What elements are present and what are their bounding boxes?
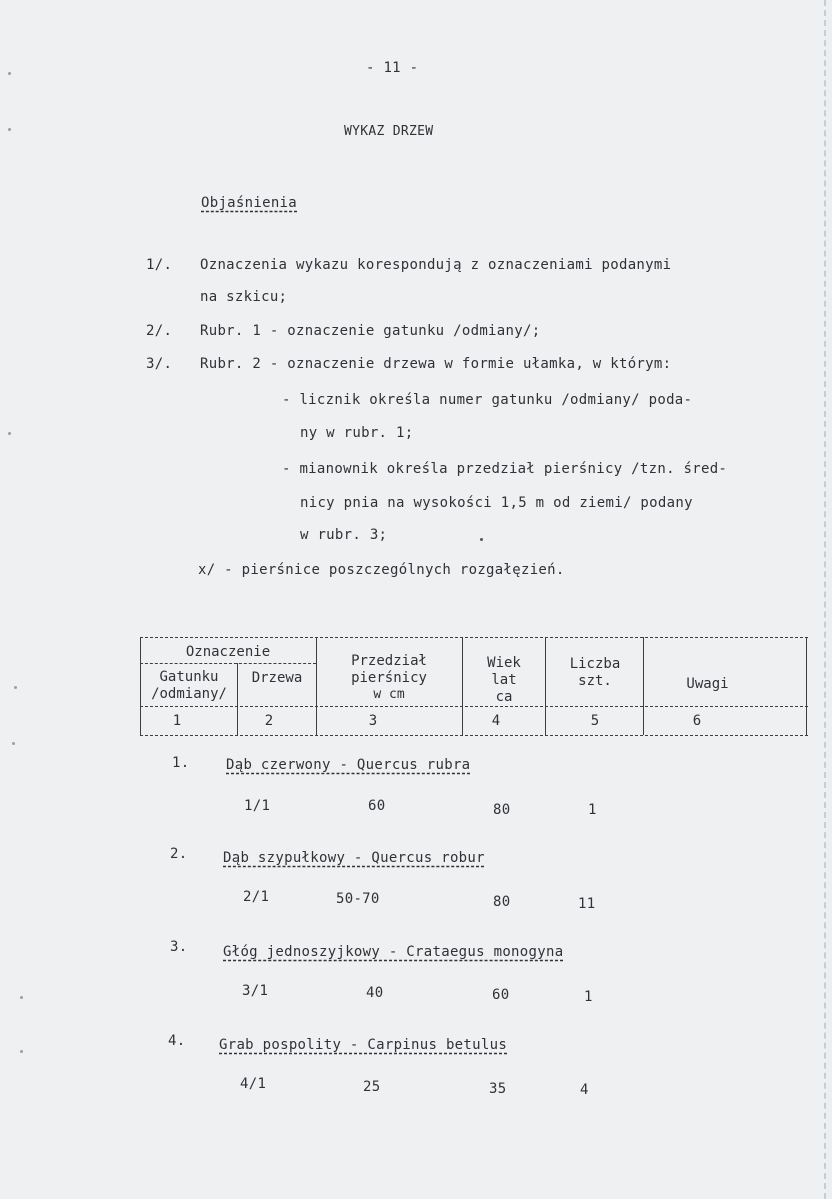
stray-mark: [480, 538, 483, 541]
table-rule: [237, 663, 238, 735]
table-header-drzewa: Drzewa: [251, 670, 303, 686]
column-number: 4: [491, 713, 501, 729]
species-number: 4.: [168, 1033, 186, 1049]
table-header-wiek: lat: [491, 672, 517, 688]
species-age: 60: [492, 987, 510, 1003]
species-name: Dąb szypułkowy - Quercus robur: [223, 850, 485, 866]
species-fraction: 3/1: [242, 983, 269, 999]
margin-speck: [8, 128, 11, 131]
table-rule: [462, 637, 463, 735]
table-rule: [806, 637, 807, 735]
species-name: Głóg jednoszyjkowy - Crataegus monogyna: [223, 944, 564, 960]
item-text: Oznaczenia wykazu korespondują z oznaczeniami podanymi: [200, 257, 672, 273]
species-number: 1.: [172, 755, 190, 771]
table-header-uwagi: Uwagi: [686, 676, 729, 692]
table-group-header: Oznaczenie: [185, 644, 271, 660]
sub-item-text: ny w rubr. 1;: [300, 425, 414, 441]
species-diameter: 25: [363, 1079, 381, 1095]
table-header-przedzial: Przedział: [351, 653, 427, 669]
table-header-przedzial: pierśnicy: [351, 670, 427, 686]
table-rule: [643, 637, 644, 735]
column-number: 6: [692, 713, 702, 729]
item-text: Rubr. 2 - oznaczenie drzewa w formie ułamka, w którym:: [200, 356, 672, 372]
table-rule: [545, 637, 546, 735]
species-number: 2.: [170, 846, 188, 862]
species-count: 4: [580, 1082, 589, 1098]
table-rule: [140, 637, 141, 735]
item-number: 2/.: [146, 323, 173, 339]
sub-item-text: - mianownik określa przedział pierśnicy /tzn. śred-: [282, 461, 728, 477]
species-diameter: 60: [368, 798, 386, 814]
margin-speck: [8, 72, 11, 75]
species-count: 1: [584, 989, 593, 1005]
species-diameter: 50-70: [336, 891, 380, 907]
sub-item-text: w rubr. 3;: [300, 527, 388, 543]
species-diameter: 40: [366, 985, 384, 1001]
species-age: 80: [493, 894, 511, 910]
table-rule: [140, 706, 808, 707]
margin-speck: [14, 686, 17, 689]
table-header-wiek: ca: [495, 689, 513, 705]
table-header-liczba: Liczba: [569, 656, 621, 672]
species-name: Dąb czerwony - Quercus rubra: [226, 757, 471, 773]
page-number: - 11 -: [366, 60, 419, 76]
species-count: 11: [578, 896, 596, 912]
sub-item-text: - licznik określa numer gatunku /odmiany/ poda-: [282, 392, 693, 408]
margin-speck: [8, 432, 11, 435]
table-header-gatunku: /odmiany/: [151, 686, 227, 702]
margin-speck: [12, 742, 15, 745]
margin-speck: [20, 996, 23, 999]
species-fraction: 1/1: [244, 798, 271, 814]
column-number: 2: [264, 713, 274, 729]
item-number: 1/.: [146, 257, 173, 273]
page-title: WYKAZ DRZEW: [344, 124, 434, 139]
column-number: 3: [368, 713, 378, 729]
species-name: Grab pospolity - Carpinus betulus: [219, 1037, 508, 1053]
species-age: 80: [493, 802, 511, 818]
table-rule: [140, 637, 808, 638]
table-header-liczba: szt.: [578, 673, 612, 689]
table-header-wiek: Wiek: [487, 655, 521, 671]
sub-item-text: nicy pnia na wysokości 1,5 m od ziemi/ podany: [300, 495, 693, 511]
column-number: 5: [590, 713, 600, 729]
table-header-gatunku: Gatunku: [159, 669, 219, 685]
species-count: 1: [588, 802, 597, 818]
explanations-heading: Objaśnienia: [201, 195, 298, 211]
item-text: na szkicu;: [200, 289, 288, 305]
item-text: Rubr. 1 - oznaczenie gatunku /odmiany/;: [200, 323, 541, 339]
species-number: 3.: [170, 939, 188, 955]
species-age: 35: [489, 1081, 507, 1097]
footnote: x/ - pierśnice poszczególnych rozgałęzień.: [198, 562, 565, 578]
species-fraction: 2/1: [243, 889, 270, 905]
item-number: 3/.: [146, 356, 173, 372]
margin-speck: [20, 1050, 23, 1053]
species-fraction: 4/1: [240, 1076, 267, 1092]
column-number: 1: [172, 713, 182, 729]
table-rule: [140, 663, 316, 664]
table-rule: [140, 735, 808, 736]
table-header-przedzial: w cm: [373, 687, 405, 702]
table-rule: [316, 637, 317, 735]
